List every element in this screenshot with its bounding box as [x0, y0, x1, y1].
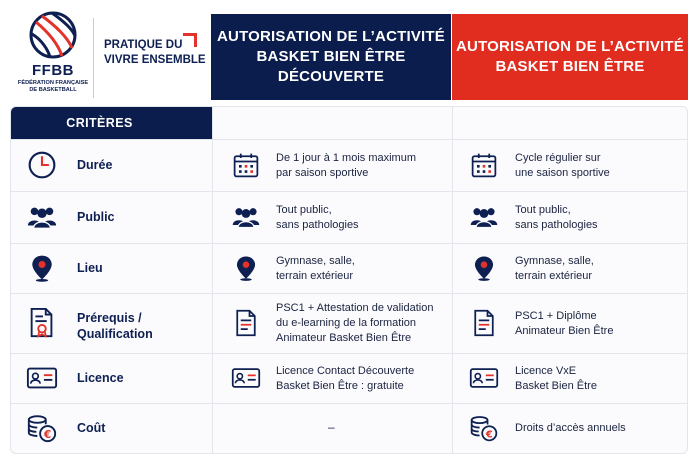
criterion-label: Public — [77, 210, 115, 224]
criterion-label: Licence — [77, 371, 124, 385]
bien-etre-value: Cycle régulier sur une saison sportive — [515, 152, 610, 179]
decouverte-value: Licence Contact Découverte Basket Bien Être : gratuite — [276, 365, 415, 392]
comparison-table — [10, 106, 688, 454]
people-icon — [25, 200, 59, 234]
tagline: PRATIQUE DU VIVRE ENSEMBLE — [104, 39, 206, 66]
basketball-logo-icon — [28, 10, 78, 60]
calendar-icon — [468, 149, 500, 181]
bien-etre-value: PSC1 + Diplôme Animateur Bien Être — [515, 310, 614, 337]
people-icon — [230, 201, 262, 233]
id-card-icon — [468, 362, 500, 394]
location-pin-icon — [468, 252, 500, 284]
column-header-bien-etre: AUTORISATION DE L’ACTIVITÉ BASKET BIEN ÊTRE — [452, 14, 688, 100]
decouverte-value: – — [328, 420, 335, 434]
certificate-icon — [25, 306, 59, 340]
header-divider — [93, 18, 94, 98]
decouverte-value: Tout public, sans pathologies — [276, 204, 359, 231]
tagline-corner-mark — [183, 33, 197, 47]
clock-icon — [25, 148, 59, 182]
decouverte-value: De 1 jour à 1 mois maximum par saison sportive — [276, 152, 416, 179]
ffbb-logo — [16, 10, 90, 100]
logo-subtitle: FÉDÉRATION FRANÇAISE DE BASKETBALL — [17, 80, 89, 93]
row-divider — [11, 403, 688, 404]
bien-etre-value: Tout public, sans pathologies — [515, 204, 598, 231]
location-pin-icon — [230, 252, 262, 284]
criteria-header: CRITÈRES — [11, 107, 212, 139]
svg-text:€: € — [485, 429, 493, 441]
bien-etre-value: Droits d’accès annuels — [515, 422, 626, 434]
row-divider — [11, 139, 688, 140]
row-divider — [11, 293, 688, 294]
document-icon — [230, 307, 262, 339]
criterion-label: Prérequis / Qualification — [77, 311, 153, 341]
criterion-label: Coût — [77, 421, 106, 435]
column-divider — [212, 107, 213, 454]
row-divider — [11, 191, 688, 192]
bien-etre-value: Gymnase, salle, terrain extérieur — [515, 255, 594, 282]
row-divider — [11, 243, 688, 244]
criterion-label: Lieu — [77, 261, 103, 275]
svg-text:€: € — [44, 428, 52, 441]
decouverte-value: Gymnase, salle, terrain extérieur — [276, 255, 355, 282]
location-pin-icon — [25, 251, 59, 285]
id-card-icon — [25, 361, 59, 395]
bien-etre-value: Licence VxE Basket Bien Être — [515, 365, 597, 392]
euro-coins-icon — [468, 412, 500, 444]
criterion-label: Durée — [77, 158, 113, 172]
column-divider — [452, 107, 453, 454]
decouverte-value: PSC1 + Attestation de validation du e-learning de la formation Animateur Basket Bien Être — [276, 302, 434, 344]
column-header-decouverte: AUTORISATION DE L’ACTIVITÉ BASKET BIEN ÊTRE DÉCOUVERTE — [211, 14, 451, 100]
logo-wordmark: FFBB — [32, 62, 74, 79]
people-icon — [468, 201, 500, 233]
calendar-icon — [230, 149, 262, 181]
euro-coins-icon — [25, 411, 59, 445]
document-icon — [468, 307, 500, 339]
id-card-icon — [230, 362, 262, 394]
row-divider — [11, 353, 688, 354]
